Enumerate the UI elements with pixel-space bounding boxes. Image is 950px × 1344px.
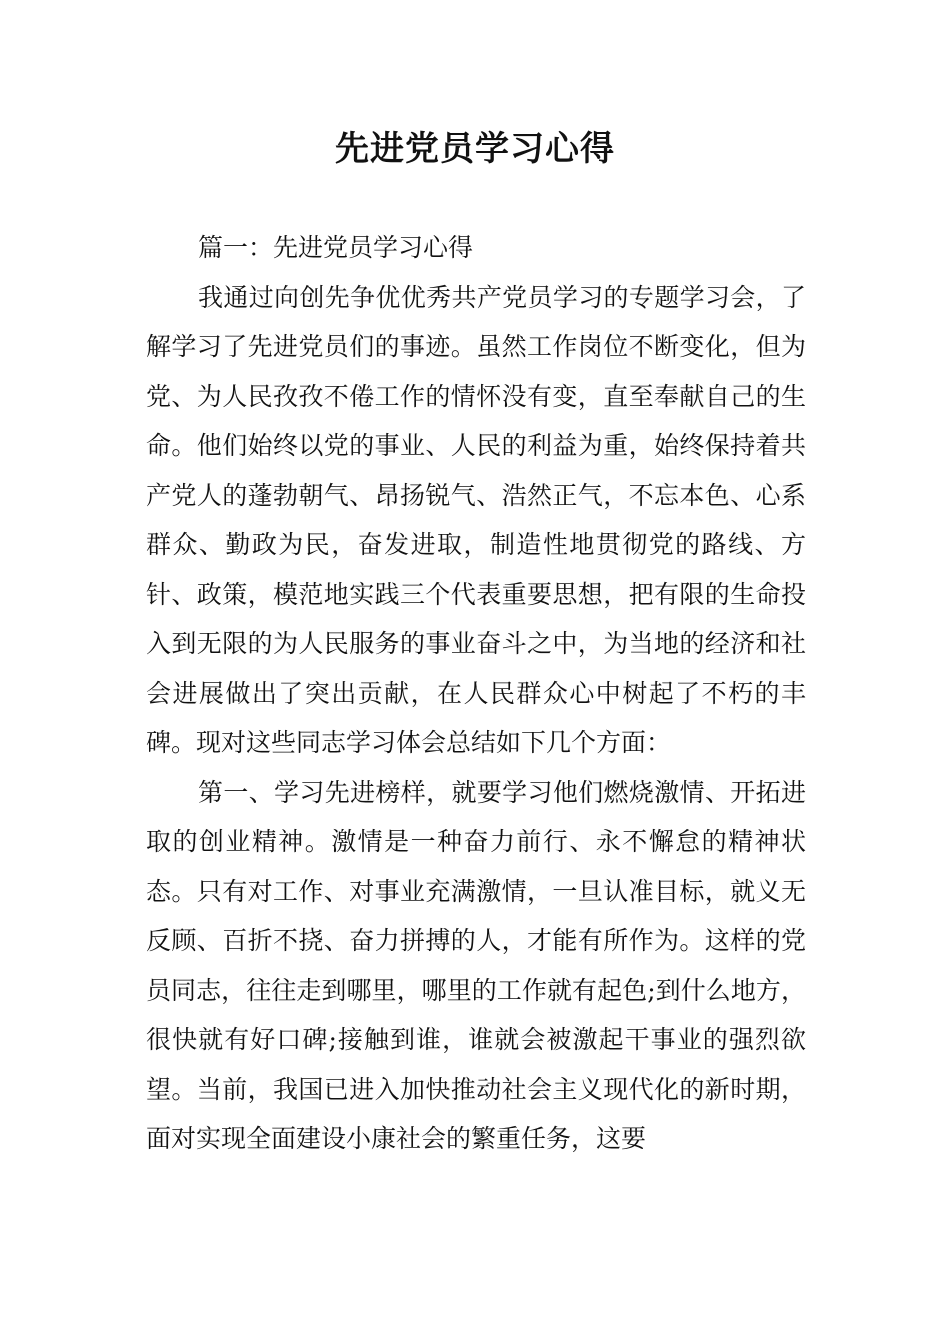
document-body: [146, 223, 806, 1164]
paragraph-first-point: 第一、学习先进榜样，就要学习他们燃烧激情、开拓进取的创业精神。激情是一种奋力前行、永不懈怠的精神状态。只有对工作、对事业充满激情，一旦认准目标，就义无反顾、百折不挠、奋力拼搏的人，才能有所作为。这样的党员同志，往往走到哪里，哪里的工作就有起色;到什么地方，很快就有好口碑;接触到谁，谁就会被激起干事业的强烈欲望。当前，我国已进入加快推动社会主义现代化的新时期，面对实现全面建设小康社会的繁重任务，这要: [146, 777, 806, 1153]
document-title: 先进党员学习心得: [335, 129, 615, 169]
paragraph-intro: 我通过向创先争优优秀共产党员学习的专题学习会，了解学习了先进党员们的事迹。虽然工作岗位不断变化，但为党、为人民孜孜不倦工作的情怀没有变，直至奉献自己的生命。他们始终以党的事业、人民的利益为重，始终保持着共产党人的蓬勃朝气、昂扬锐气、浩然正气，不忘本色、心系群众、勤政为民，奋发进取，制造性地贯彻党的路线、方针、政策，模范地实践三个代表重要思想，把有限的生命投入到无限的为人民服务的事业奋斗之中，为当地的经济和社会进展做出了突出贡献，在人民群众心中树起了不朽的丰碑。现对这些同志学习体会总结如下几个方面：: [146, 282, 806, 757]
section-heading: 篇一：先进党员学习心得: [198, 233, 474, 262]
